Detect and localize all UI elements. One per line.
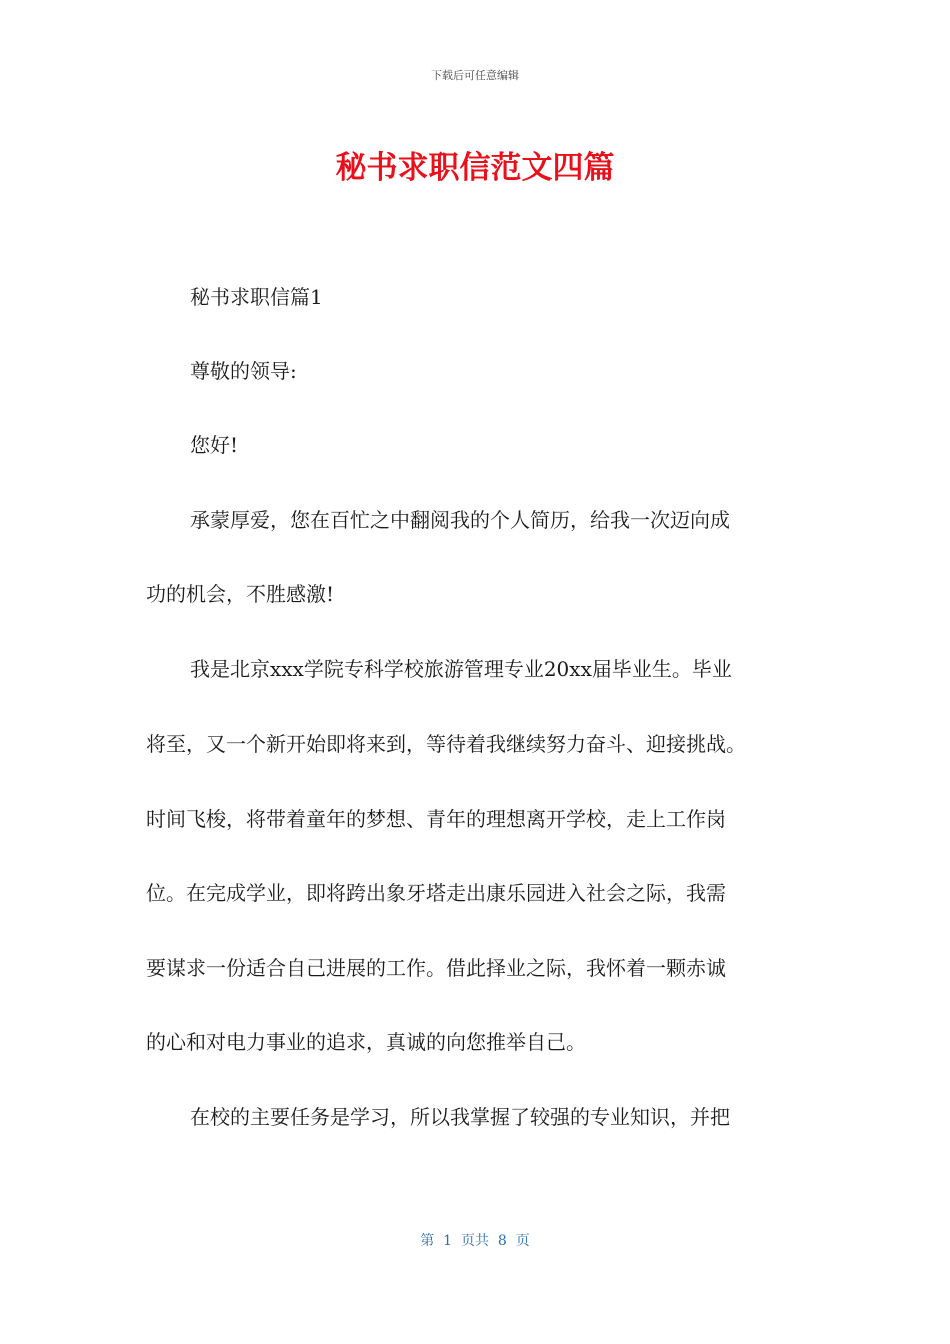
paragraph-line: 在校的主要任务是学习，所以我掌握了较强的专业知识，并把 [190,1105,730,1129]
section-heading: 秘书求职信篇1 [190,285,323,309]
header-note: 下载后可任意编辑 [431,69,519,82]
paragraph-line: 的心和对电力事业的追求，真诚的向您推举自己。 [146,1030,586,1054]
document-body [146,0,806,1344]
paragraph-line: 功的机会，不胜感激! [146,582,335,606]
paragraph-line: 我是北京xxx学院专科学校旅游管理专业20xx届毕业生。毕业 [190,657,732,681]
paragraph-line: 时间飞梭，将带着童年的梦想、青年的理想离开学校，走上工作岗 [146,807,726,831]
salutation: 尊敬的领导: [190,359,297,383]
greeting: 您好! [190,433,239,457]
paragraph-line: 要谋求一份适合自己进展的工作。借此择业之际，我怀着一颗赤诚 [146,956,726,980]
document-title: 秘书求职信范文四篇 [335,150,615,186]
paragraph-line: 承蒙厚爱，您在百忙之中翻阅我的个人简历，给我一次迈向成 [190,508,730,532]
paragraph-line: 位。在完成学业，即将跨出象牙塔走出康乐园进入社会之际，我需 [146,881,726,905]
page-number-footer: 第 1 页共 8 页 [420,1233,530,1249]
paragraph-line: 将至，又一个新开始即将来到，等待着我继续努力奋斗、迎接挑战。 [146,732,746,756]
